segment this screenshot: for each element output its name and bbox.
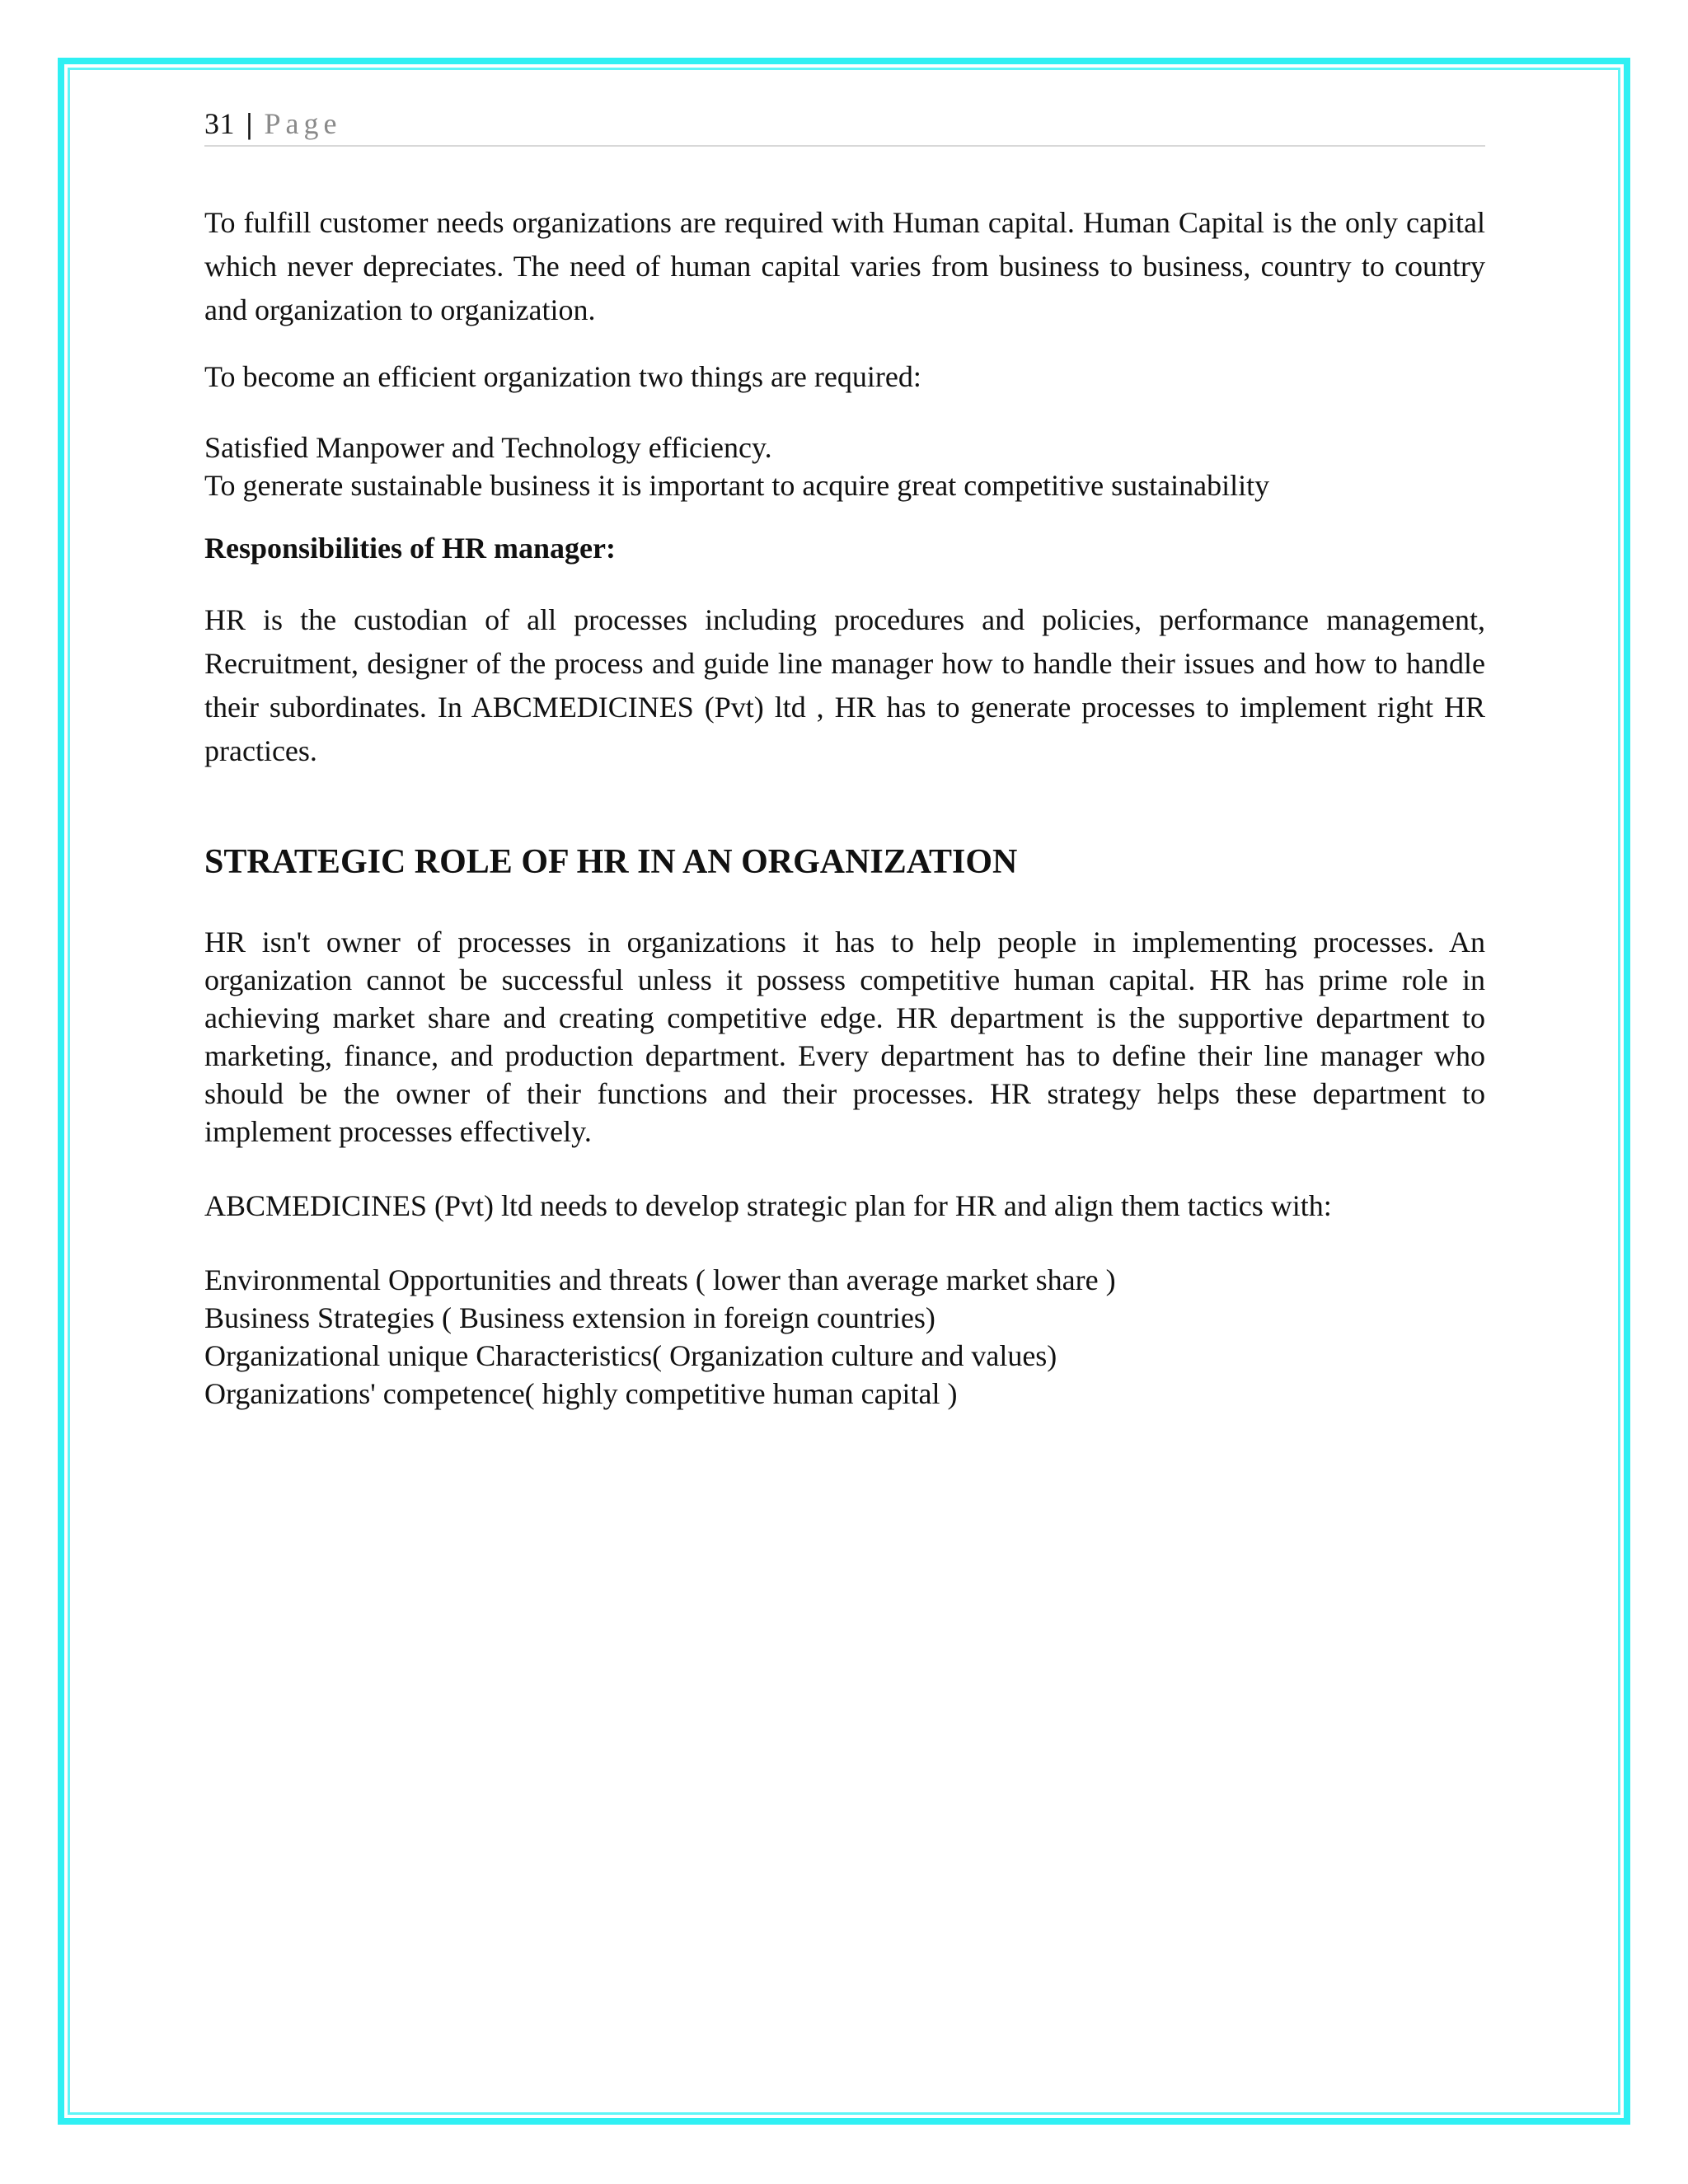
list-item: Environmental Opportunities and threats ( lower than average market share ) <box>204 1263 1116 1296</box>
line-satisfied-manpower: Satisfied Manpower and Technology efficiency. <box>204 431 772 464</box>
paragraph-strategic-role: HR isn't owner of processes in organizations it has to help people in implementing processes. An organization cannot be successful unless it possess competitive human capital. HR has prime role in achieving market share and creating competitive edge. HR department is the supportive department to marketing, finance, and production department. Every department has to define their line manager who should be the owner of their functions and their processes. HR strategy helps these department to implement processes effectively. <box>204 926 1485 1148</box>
page-number: 31 <box>204 107 235 140</box>
page-header <box>204 99 1485 147</box>
paragraph-strategic-plan: ABCMEDICINES (Pvt) ltd needs to develop strategic plan for HR and align them tactics with: <box>204 1189 1332 1222</box>
page-label: Page <box>264 107 342 140</box>
section-heading-strategic-role: STRATEGIC ROLE OF HR IN AN ORGANIZATION <box>204 843 1018 881</box>
paragraph-hr-custodian: HR is the custodian of all processes including procedures and policies, performance management, Recruitment, designer of the process and guide line manager how to handle their issues and how to handle their subordinates. In ABCMEDICINES (Pvt) ltd , HR has to generate processes to implement right HR practices. <box>204 603 1485 767</box>
subheading-responsibilities: Responsibilities of HR manager: <box>204 532 616 565</box>
page-content <box>204 99 1485 1413</box>
paragraph-human-capital: To fulfill customer needs organizations are required with Human capital. Human Capital is the only capital which never depreciates. The need of human capital varies from business to business, country to country and organization to organization. <box>204 206 1485 326</box>
list-item: Business Strategies ( Business extension in foreign countries) <box>204 1301 935 1334</box>
list-item: Organizational unique Characteristics( Organization culture and values) <box>204 1339 1057 1372</box>
list-item: Organizations' competence( highly competitive human capital ) <box>204 1377 958 1410</box>
tactics-list <box>204 1261 1485 1413</box>
page-separator: | <box>246 107 253 140</box>
line-sustainable-business: To generate sustainable business it is important to acquire great competitive sustainability <box>204 469 1270 502</box>
paragraph-efficient-org: To become an efficient organization two things are required: <box>204 360 921 393</box>
